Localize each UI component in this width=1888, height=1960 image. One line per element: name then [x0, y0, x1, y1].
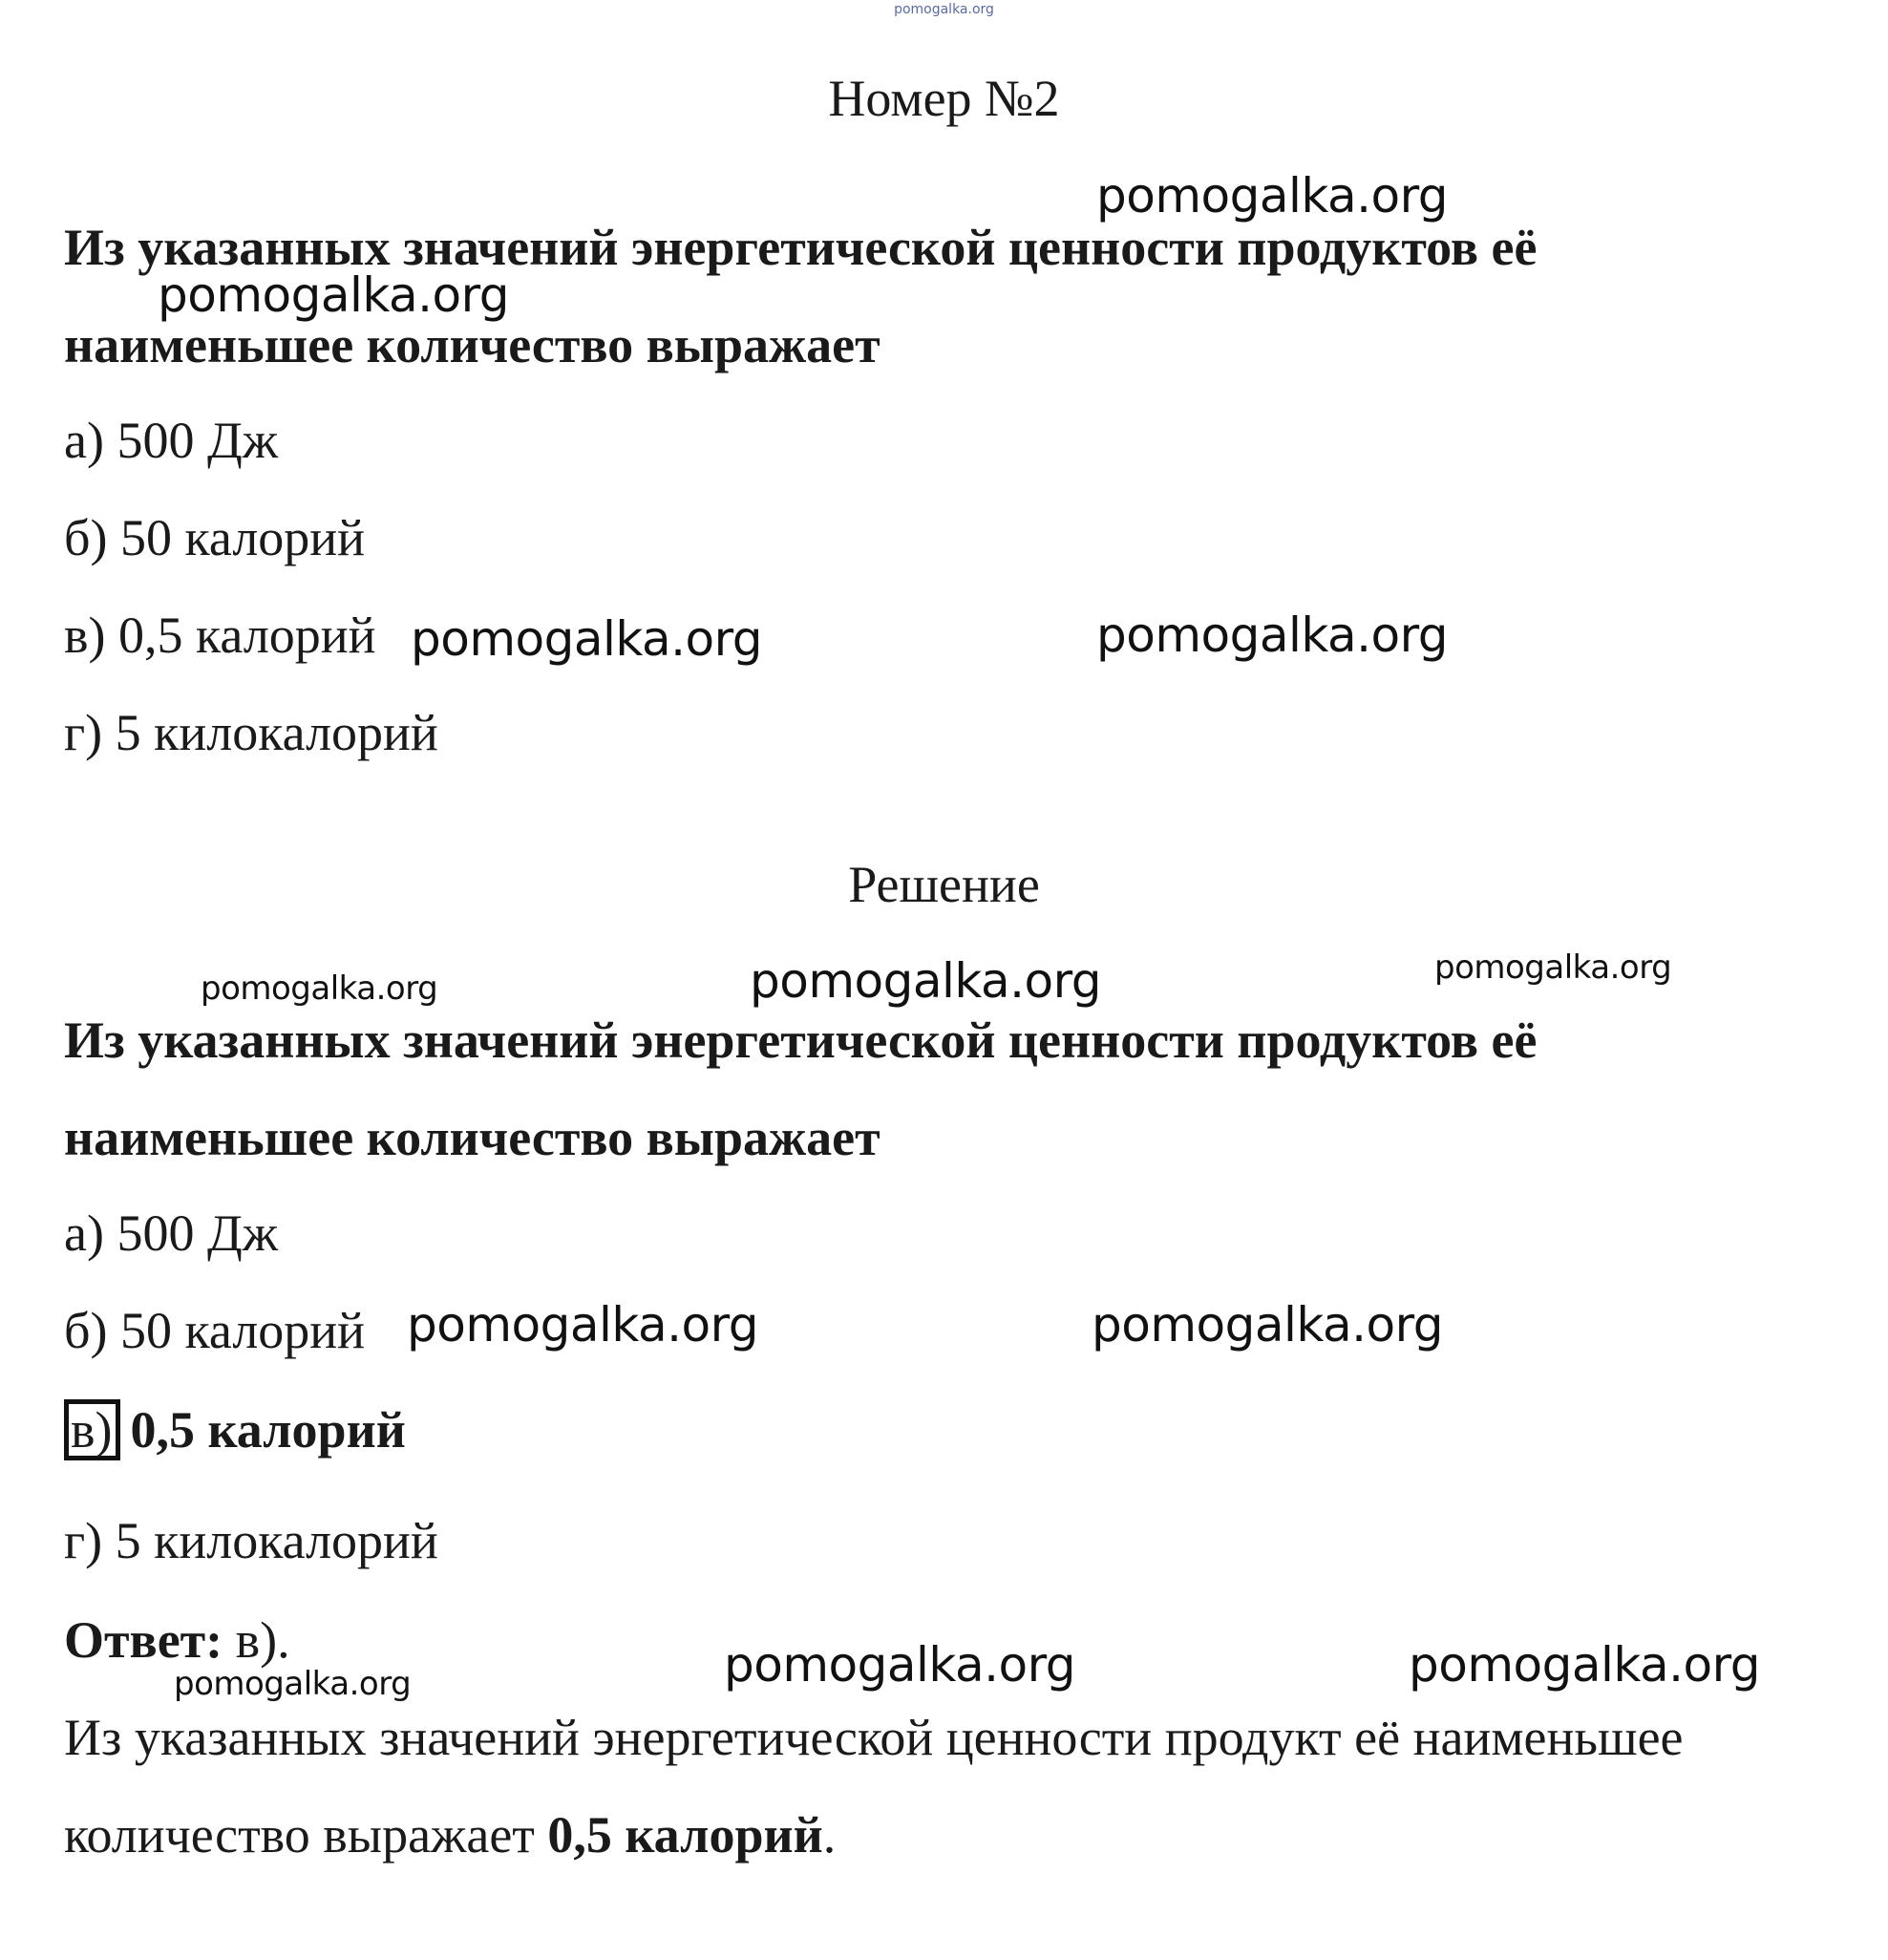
- question-option-a: а) 500 Дж: [64, 412, 279, 469]
- answer-label: Ответ:: [64, 1611, 223, 1669]
- watermark: pomogalka.org: [407, 1297, 759, 1353]
- watermark: pomogalka.org: [1409, 1637, 1761, 1693]
- top-watermark: pomogalka.org: [894, 2, 994, 17]
- selected-option-text: 0,5 калорий: [130, 1401, 406, 1459]
- conclusion-suffix: .: [822, 1806, 837, 1864]
- solution-option-b: б) 50 калорий: [64, 1302, 366, 1359]
- answer-line: [64, 1611, 290, 1669]
- conclusion-line-2: [64, 1806, 837, 1864]
- watermark: pomogalka.org: [158, 267, 510, 323]
- answer-value: в).: [235, 1611, 290, 1669]
- watermark: pomogalka.org: [1096, 168, 1449, 224]
- question-option-b: б) 50 калорий: [64, 509, 366, 566]
- watermark: pomogalka.org: [1096, 607, 1449, 663]
- question-option-d: г) 5 килокалорий: [64, 704, 438, 761]
- watermark: pomogalka.org: [1434, 948, 1672, 987]
- watermark: pomogalka.org: [750, 953, 1102, 1009]
- watermark: pomogalka.org: [201, 969, 438, 1008]
- question-line-2: наименьшее количество выражает: [64, 316, 880, 373]
- conclusion-highlight: 0,5 калорий: [547, 1806, 823, 1864]
- selected-option-marker: в): [64, 1399, 120, 1460]
- solution-line-1: Из указанных значений энергетической ценности продуктов её: [64, 1012, 1538, 1069]
- watermark: pomogalka.org: [1092, 1297, 1444, 1353]
- solution-option-a: а) 500 Дж: [64, 1204, 279, 1262]
- watermark: pomogalka.org: [724, 1637, 1076, 1693]
- question-option-c: в) 0,5 калорий: [64, 607, 376, 664]
- solution-option-d: г) 5 килокалорий: [64, 1512, 438, 1569]
- solution-line-2: наименьшее количество выражает: [64, 1109, 880, 1166]
- watermark: pomogalka.org: [411, 611, 763, 667]
- watermark: pomogalka.org: [174, 1665, 412, 1703]
- conclusion-prefix: количество выражает: [64, 1806, 548, 1864]
- conclusion-line-1: Из указанных значений энергетической ценности продукт её наименьшее: [64, 1709, 1684, 1766]
- solution-heading: Решение: [848, 856, 1040, 913]
- question-line-1: Из указанных значений энергетической ценности продуктов её: [64, 219, 1538, 276]
- solution-option-c: [64, 1399, 406, 1460]
- page-title: Номер №2: [828, 70, 1060, 127]
